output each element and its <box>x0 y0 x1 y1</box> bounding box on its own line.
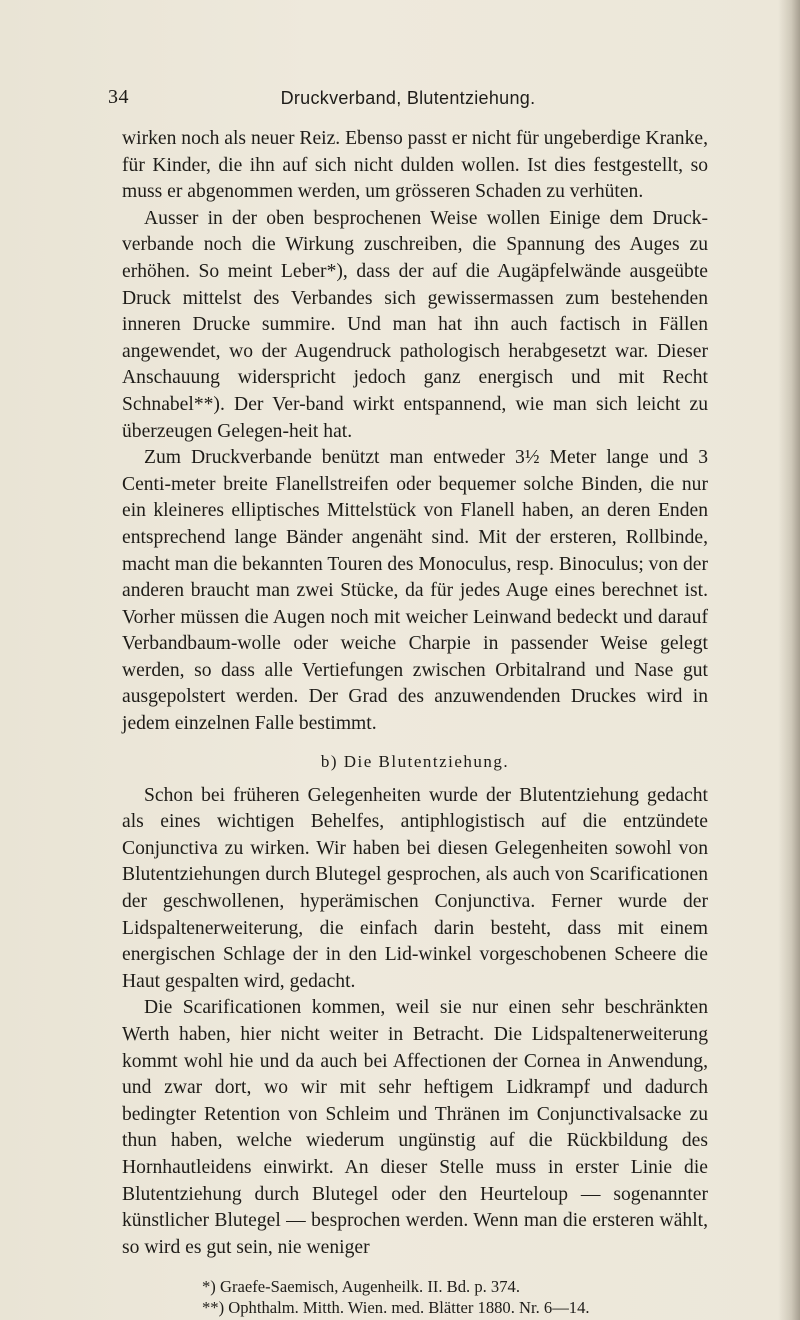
page-edge-shadow <box>778 0 800 1320</box>
paragraph-4: Schon bei früheren Gelegenheiten wurde der Blutentziehung gedacht als eines wichtigen Behelfes, antiphlogistisch auf die entzündete Conjunctiva zu wirken. Wir haben bei diesen Gelegenheiten sowohl von Blutentziehungen durch Blutegel gesprochen, als auch von Scarificationen der geschwollenen, hyperämischen Conjunctiva. Ferner wurde der Lidspaltenerweiterung, die einfach darin besteht, dass mit einem energischen Schlage der in den Lid-winkel vorgeschobenen Scheere die Haut gespalten wird, gedacht. <box>122 784 708 992</box>
paragraph-1: wirken noch als neuer Reiz. Ebenso passt er nicht für ungeberdige Kranke, für Kinder, die ihn auf sich nicht dulden wollen. Ist dies festgestellt, so muss er abgenommen werden, um grösseren Schaden zu verhüten. <box>122 128 708 203</box>
section-heading: b) Die Blutentziehung. <box>320 751 510 771</box>
paragraph-5: Die Scarificationen kommen, weil sie nur einen sehr beschränkten Werth haben, hier nicht weiter in Betracht. Die Lidspaltenerweiterung kommt wohl hie und da auch bei Affectionen der Cornea in Anwendung, und zwar dort, wo wir mit sehr heftigem Lidkrampf und dadurch bedingter Retention von Schleim und Thränen im Conjunctivalsacke zu thun haben, welche wiederum ungünstig auf die Rückbildung des Hornhautleidens einwirkt. An dieser Stelle muss in erster Linie die Blutentziehung durch Blutegel oder den Heurteloup — sogenannter künstlicher Blutegel — besprochen werden. Wenn man die ersteren wählt, so wird es gut sein, nie weniger <box>122 997 708 1258</box>
page-number: 34 <box>108 86 129 108</box>
paragraph-2: Ausser in der oben besprochenen Weise wollen Einige dem Druck-verbande noch die Wirkung zuschreiben, die Spannung des Auges zu erhöhen. So meint Leber*), dass der auf die Augäpfelwände ausgeübte Druck mittelst des Verbandes sich gewissermassen zum bestehenden inneren Drucke summire. Und man hat ihn auch factisch in Fällen angewendet, wo der Augendruck pathologisch herabgesetzt war. Dieser Anschauung widerspricht jedoch ganz energisch und mit Recht Schnabel**). Der Ver-band wirkt entspannend, wie man sich leicht zu überzeugen Gelegen-heit hat. <box>122 207 708 442</box>
footnotes <box>122 1276 708 1318</box>
running-head: Druckverband, Blutentziehung. <box>280 88 536 108</box>
page-header <box>108 86 708 116</box>
page-body <box>122 126 708 1318</box>
footnote-1: *) Graefe-Saemisch, Augenheilk. II. Bd. p. 374. <box>202 1277 520 1297</box>
footnote-2: **) Ophthalm. Mitth. Wien. med. Blätter 1880. Nr. 6—14. <box>202 1298 590 1318</box>
paragraph-3: Zum Druckverbande benützt man entweder 3½ Meter lange und 3 Centi-meter breite Flanellstreifen oder bequemer solche Binden, die nur ein kleineres elliptisches Mittelstück von Flanell haben, an deren Enden entsprechend lange Bänder angenäht sind. Mit der ersteren, Rollbinde, macht man die bekannten Touren des Monoculus, resp. Binoculus; von der anderen braucht man zwei Stücke, da für jedes Auge eines berechnet ist. Vorher müssen die Augen noch mit weicher Leinwand bedeckt und darauf Verbandbaum-wolle oder weiche Charpie in passender Weise gelegt werden, so dass alle Vertiefungen zwischen Orbitalrand und Nase gut ausgepolstert werden. Der Grad des anzuwendenden Druckes wird in jedem einzelnen Falle bestimmt. <box>122 447 708 735</box>
